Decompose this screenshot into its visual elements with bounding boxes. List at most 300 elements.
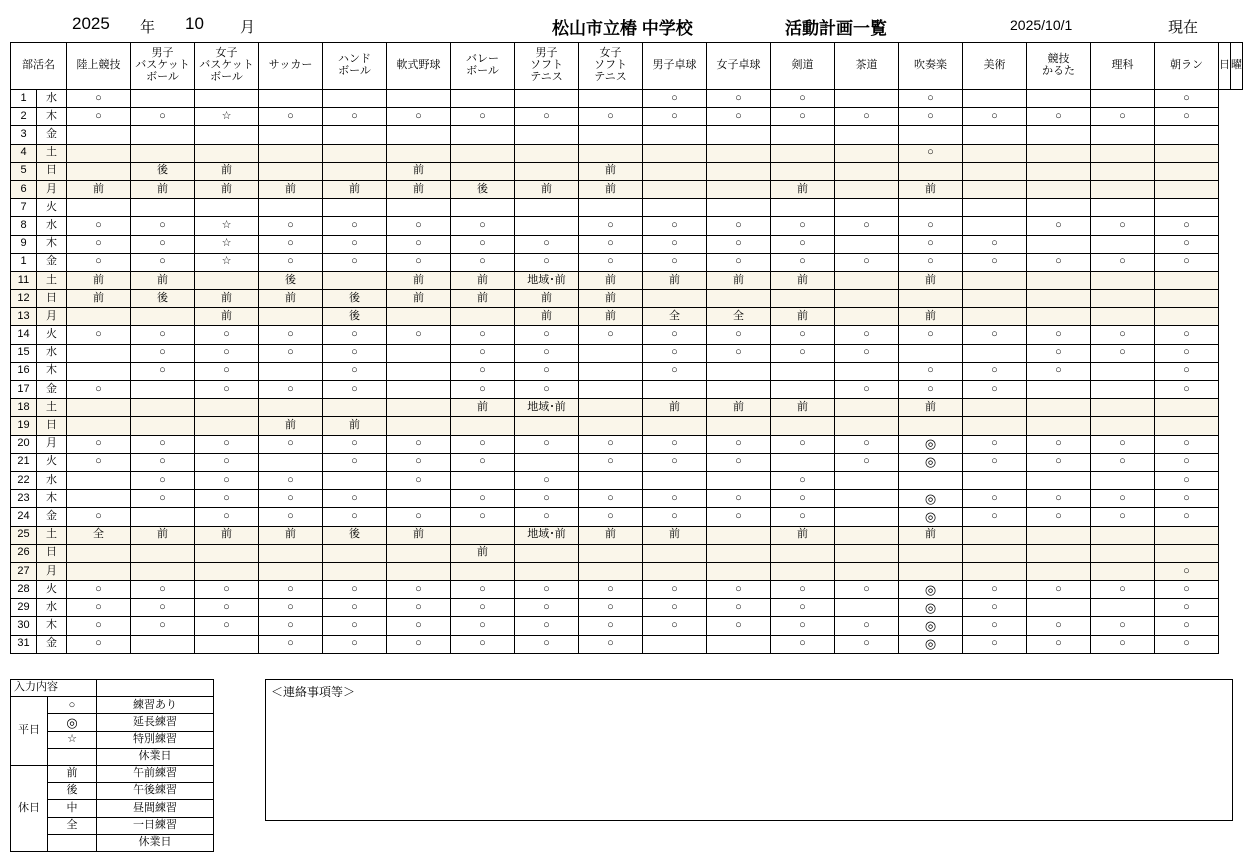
- activity-cell-21-10[interactable]: [707, 471, 771, 489]
- activity-cell-5-9[interactable]: [643, 180, 707, 198]
- activity-cell-25-10[interactable]: [707, 544, 771, 562]
- activity-cell-16-14[interactable]: ○: [963, 381, 1027, 399]
- activity-cell-16-0[interactable]: ○: [67, 381, 131, 399]
- activity-cell-27-14[interactable]: ○: [963, 581, 1027, 599]
- activity-cell-17-0[interactable]: [67, 399, 131, 417]
- activity-cell-9-0[interactable]: ○: [67, 253, 131, 271]
- activity-cell-4-11[interactable]: [771, 162, 835, 180]
- activity-cell-23-12[interactable]: [835, 508, 899, 526]
- activity-cell-8-14[interactable]: ○: [963, 235, 1027, 253]
- activity-cell-2-4[interactable]: [323, 126, 387, 144]
- activity-cell-5-6[interactable]: 後: [451, 180, 515, 198]
- activity-cell-17-5[interactable]: [387, 399, 451, 417]
- activity-cell-15-16[interactable]: [1091, 362, 1155, 380]
- activity-cell-6-17[interactable]: [1155, 199, 1219, 217]
- activity-cell-15-17[interactable]: ○: [1155, 362, 1219, 380]
- activity-cell-1-2[interactable]: ☆: [195, 108, 259, 126]
- activity-cell-19-7[interactable]: ○: [515, 435, 579, 453]
- activity-cell-25-8[interactable]: [579, 544, 643, 562]
- activity-cell-20-3[interactable]: [259, 453, 323, 471]
- activity-cell-5-1[interactable]: 前: [131, 180, 195, 198]
- activity-cell-26-9[interactable]: [643, 562, 707, 580]
- activity-cell-25-4[interactable]: [323, 544, 387, 562]
- activity-cell-10-6[interactable]: 前: [451, 271, 515, 289]
- activity-cell-19-14[interactable]: ○: [963, 435, 1027, 453]
- activity-cell-7-4[interactable]: ○: [323, 217, 387, 235]
- activity-cell-18-12[interactable]: [835, 417, 899, 435]
- activity-cell-20-1[interactable]: ○: [131, 453, 195, 471]
- activity-cell-20-11[interactable]: [771, 453, 835, 471]
- activity-cell-12-4[interactable]: 後: [323, 308, 387, 326]
- activity-cell-0-15[interactable]: [1027, 90, 1091, 108]
- activity-cell-15-1[interactable]: ○: [131, 362, 195, 380]
- activity-cell-0-0[interactable]: ○: [67, 90, 131, 108]
- activity-cell-24-4[interactable]: 後: [323, 526, 387, 544]
- activity-cell-14-0[interactable]: [67, 344, 131, 362]
- activity-cell-26-0[interactable]: [67, 562, 131, 580]
- activity-cell-9-3[interactable]: ○: [259, 253, 323, 271]
- activity-cell-0-9[interactable]: ○: [643, 90, 707, 108]
- activity-cell-25-6[interactable]: 前: [451, 544, 515, 562]
- activity-cell-3-4[interactable]: [323, 144, 387, 162]
- activity-cell-3-3[interactable]: [259, 144, 323, 162]
- activity-cell-23-16[interactable]: ○: [1091, 508, 1155, 526]
- activity-cell-19-17[interactable]: ○: [1155, 435, 1219, 453]
- activity-cell-0-16[interactable]: [1091, 90, 1155, 108]
- activity-cell-2-11[interactable]: [771, 126, 835, 144]
- activity-cell-8-8[interactable]: ○: [579, 235, 643, 253]
- activity-cell-21-11[interactable]: ○: [771, 471, 835, 489]
- activity-cell-11-17[interactable]: [1155, 290, 1219, 308]
- activity-cell-3-5[interactable]: [387, 144, 451, 162]
- activity-cell-8-9[interactable]: ○: [643, 235, 707, 253]
- activity-cell-15-9[interactable]: ○: [643, 362, 707, 380]
- activity-cell-27-9[interactable]: ○: [643, 581, 707, 599]
- activity-cell-15-13[interactable]: ○: [899, 362, 963, 380]
- activity-cell-0-2[interactable]: [195, 90, 259, 108]
- activity-cell-21-8[interactable]: [579, 471, 643, 489]
- activity-cell-28-2[interactable]: ○: [195, 599, 259, 617]
- activity-cell-8-6[interactable]: ○: [451, 235, 515, 253]
- activity-cell-24-2[interactable]: 前: [195, 526, 259, 544]
- activity-cell-8-2[interactable]: ☆: [195, 235, 259, 253]
- activity-cell-25-14[interactable]: [963, 544, 1027, 562]
- activity-cell-1-7[interactable]: ○: [515, 108, 579, 126]
- activity-cell-20-16[interactable]: ○: [1091, 453, 1155, 471]
- activity-cell-29-12[interactable]: ○: [835, 617, 899, 635]
- activity-cell-21-15[interactable]: [1027, 471, 1091, 489]
- activity-cell-2-9[interactable]: [643, 126, 707, 144]
- activity-cell-27-8[interactable]: ○: [579, 581, 643, 599]
- activity-cell-7-17[interactable]: ○: [1155, 217, 1219, 235]
- activity-cell-14-15[interactable]: ○: [1027, 344, 1091, 362]
- activity-cell-14-3[interactable]: ○: [259, 344, 323, 362]
- activity-cell-13-3[interactable]: ○: [259, 326, 323, 344]
- activity-cell-2-16[interactable]: [1091, 126, 1155, 144]
- activity-cell-11-1[interactable]: 後: [131, 290, 195, 308]
- activity-cell-30-13[interactable]: ◎: [899, 635, 963, 653]
- activity-cell-20-13[interactable]: ◎: [899, 453, 963, 471]
- activity-cell-6-0[interactable]: [67, 199, 131, 217]
- activity-cell-5-2[interactable]: 前: [195, 180, 259, 198]
- activity-cell-11-16[interactable]: [1091, 290, 1155, 308]
- activity-cell-20-15[interactable]: ○: [1027, 453, 1091, 471]
- activity-cell-19-16[interactable]: ○: [1091, 435, 1155, 453]
- activity-cell-7-12[interactable]: ○: [835, 217, 899, 235]
- activity-cell-4-13[interactable]: [899, 162, 963, 180]
- activity-cell-30-9[interactable]: [643, 635, 707, 653]
- activity-cell-26-3[interactable]: [259, 562, 323, 580]
- activity-cell-30-3[interactable]: ○: [259, 635, 323, 653]
- activity-cell-16-7[interactable]: ○: [515, 381, 579, 399]
- activity-cell-13-6[interactable]: ○: [451, 326, 515, 344]
- activity-cell-19-6[interactable]: ○: [451, 435, 515, 453]
- activity-cell-16-4[interactable]: ○: [323, 381, 387, 399]
- activity-cell-12-8[interactable]: 前: [579, 308, 643, 326]
- activity-cell-6-3[interactable]: [259, 199, 323, 217]
- activity-cell-23-0[interactable]: ○: [67, 508, 131, 526]
- activity-cell-28-10[interactable]: ○: [707, 599, 771, 617]
- activity-cell-30-5[interactable]: ○: [387, 635, 451, 653]
- activity-cell-17-6[interactable]: 前: [451, 399, 515, 417]
- activity-cell-29-4[interactable]: ○: [323, 617, 387, 635]
- activity-cell-15-10[interactable]: [707, 362, 771, 380]
- activity-cell-15-2[interactable]: ○: [195, 362, 259, 380]
- activity-cell-25-0[interactable]: [67, 544, 131, 562]
- activity-cell-0-7[interactable]: [515, 90, 579, 108]
- activity-cell-21-17[interactable]: ○: [1155, 471, 1219, 489]
- activity-cell-6-5[interactable]: [387, 199, 451, 217]
- activity-cell-12-15[interactable]: [1027, 308, 1091, 326]
- activity-cell-10-7[interactable]: 地域･前: [515, 271, 579, 289]
- activity-cell-27-0[interactable]: ○: [67, 581, 131, 599]
- activity-cell-17-11[interactable]: 前: [771, 399, 835, 417]
- activity-cell-0-6[interactable]: [451, 90, 515, 108]
- activity-cell-12-11[interactable]: 前: [771, 308, 835, 326]
- activity-cell-21-6[interactable]: [451, 471, 515, 489]
- activity-cell-4-16[interactable]: [1091, 162, 1155, 180]
- activity-cell-26-7[interactable]: [515, 562, 579, 580]
- activity-cell-6-13[interactable]: [899, 199, 963, 217]
- activity-cell-20-7[interactable]: [515, 453, 579, 471]
- activity-cell-3-8[interactable]: [579, 144, 643, 162]
- activity-cell-17-1[interactable]: [131, 399, 195, 417]
- activity-cell-11-2[interactable]: 前: [195, 290, 259, 308]
- activity-cell-24-12[interactable]: [835, 526, 899, 544]
- activity-cell-4-5[interactable]: 前: [387, 162, 451, 180]
- activity-cell-5-17[interactable]: [1155, 180, 1219, 198]
- activity-cell-18-9[interactable]: [643, 417, 707, 435]
- activity-cell-4-17[interactable]: [1155, 162, 1219, 180]
- activity-cell-22-9[interactable]: ○: [643, 490, 707, 508]
- activity-cell-14-6[interactable]: ○: [451, 344, 515, 362]
- activity-cell-3-10[interactable]: [707, 144, 771, 162]
- activity-cell-18-3[interactable]: 前: [259, 417, 323, 435]
- activity-cell-29-7[interactable]: ○: [515, 617, 579, 635]
- activity-cell-12-3[interactable]: [259, 308, 323, 326]
- activity-cell-22-16[interactable]: ○: [1091, 490, 1155, 508]
- activity-cell-6-7[interactable]: [515, 199, 579, 217]
- activity-cell-28-16[interactable]: [1091, 599, 1155, 617]
- activity-cell-5-5[interactable]: 前: [387, 180, 451, 198]
- activity-cell-7-0[interactable]: ○: [67, 217, 131, 235]
- activity-cell-10-15[interactable]: [1027, 271, 1091, 289]
- activity-cell-15-3[interactable]: [259, 362, 323, 380]
- activity-cell-25-11[interactable]: [771, 544, 835, 562]
- activity-cell-0-3[interactable]: [259, 90, 323, 108]
- activity-cell-28-4[interactable]: ○: [323, 599, 387, 617]
- activity-cell-9-17[interactable]: ○: [1155, 253, 1219, 271]
- activity-cell-18-14[interactable]: [963, 417, 1027, 435]
- activity-cell-27-5[interactable]: ○: [387, 581, 451, 599]
- activity-cell-19-0[interactable]: ○: [67, 435, 131, 453]
- activity-cell-24-9[interactable]: 前: [643, 526, 707, 544]
- activity-cell-1-9[interactable]: ○: [643, 108, 707, 126]
- activity-cell-3-6[interactable]: [451, 144, 515, 162]
- activity-cell-2-0[interactable]: [67, 126, 131, 144]
- activity-cell-1-3[interactable]: ○: [259, 108, 323, 126]
- activity-cell-15-0[interactable]: [67, 362, 131, 380]
- activity-cell-4-0[interactable]: [67, 162, 131, 180]
- activity-cell-28-1[interactable]: ○: [131, 599, 195, 617]
- activity-cell-29-11[interactable]: ○: [771, 617, 835, 635]
- activity-cell-24-3[interactable]: 前: [259, 526, 323, 544]
- activity-cell-1-16[interactable]: ○: [1091, 108, 1155, 126]
- activity-cell-8-11[interactable]: ○: [771, 235, 835, 253]
- activity-cell-18-2[interactable]: [195, 417, 259, 435]
- activity-cell-5-7[interactable]: 前: [515, 180, 579, 198]
- activity-cell-9-11[interactable]: ○: [771, 253, 835, 271]
- activity-cell-13-12[interactable]: ○: [835, 326, 899, 344]
- activity-cell-10-0[interactable]: 前: [67, 271, 131, 289]
- activity-cell-28-17[interactable]: ○: [1155, 599, 1219, 617]
- activity-cell-5-3[interactable]: 前: [259, 180, 323, 198]
- activity-cell-22-1[interactable]: ○: [131, 490, 195, 508]
- activity-cell-10-16[interactable]: [1091, 271, 1155, 289]
- activity-cell-2-10[interactable]: [707, 126, 771, 144]
- activity-cell-2-15[interactable]: [1027, 126, 1091, 144]
- activity-cell-11-4[interactable]: 後: [323, 290, 387, 308]
- activity-cell-15-5[interactable]: [387, 362, 451, 380]
- activity-cell-29-9[interactable]: ○: [643, 617, 707, 635]
- activity-cell-2-3[interactable]: [259, 126, 323, 144]
- activity-cell-5-10[interactable]: [707, 180, 771, 198]
- activity-cell-1-5[interactable]: ○: [387, 108, 451, 126]
- activity-cell-15-15[interactable]: ○: [1027, 362, 1091, 380]
- activity-cell-25-17[interactable]: [1155, 544, 1219, 562]
- activity-cell-18-0[interactable]: [67, 417, 131, 435]
- activity-cell-13-16[interactable]: ○: [1091, 326, 1155, 344]
- activity-cell-23-8[interactable]: ○: [579, 508, 643, 526]
- activity-cell-8-3[interactable]: ○: [259, 235, 323, 253]
- activity-cell-26-15[interactable]: [1027, 562, 1091, 580]
- activity-cell-8-17[interactable]: ○: [1155, 235, 1219, 253]
- activity-cell-29-1[interactable]: ○: [131, 617, 195, 635]
- activity-cell-2-5[interactable]: [387, 126, 451, 144]
- activity-cell-25-13[interactable]: [899, 544, 963, 562]
- activity-cell-27-4[interactable]: ○: [323, 581, 387, 599]
- activity-cell-7-7[interactable]: [515, 217, 579, 235]
- activity-cell-28-12[interactable]: [835, 599, 899, 617]
- activity-cell-11-7[interactable]: 前: [515, 290, 579, 308]
- activity-cell-26-11[interactable]: [771, 562, 835, 580]
- activity-cell-28-3[interactable]: ○: [259, 599, 323, 617]
- activity-cell-0-10[interactable]: ○: [707, 90, 771, 108]
- activity-cell-2-14[interactable]: [963, 126, 1027, 144]
- activity-cell-9-6[interactable]: ○: [451, 253, 515, 271]
- activity-cell-14-12[interactable]: ○: [835, 344, 899, 362]
- activity-cell-21-4[interactable]: [323, 471, 387, 489]
- activity-cell-16-6[interactable]: ○: [451, 381, 515, 399]
- activity-cell-1-1[interactable]: ○: [131, 108, 195, 126]
- activity-cell-10-5[interactable]: 前: [387, 271, 451, 289]
- activity-cell-24-11[interactable]: 前: [771, 526, 835, 544]
- activity-cell-6-14[interactable]: [963, 199, 1027, 217]
- activity-cell-0-11[interactable]: ○: [771, 90, 835, 108]
- activity-cell-30-14[interactable]: ○: [963, 635, 1027, 653]
- activity-cell-5-4[interactable]: 前: [323, 180, 387, 198]
- activity-cell-4-7[interactable]: [515, 162, 579, 180]
- activity-cell-0-14[interactable]: [963, 90, 1027, 108]
- activity-cell-26-8[interactable]: [579, 562, 643, 580]
- activity-cell-26-13[interactable]: [899, 562, 963, 580]
- activity-cell-29-3[interactable]: ○: [259, 617, 323, 635]
- activity-cell-22-4[interactable]: ○: [323, 490, 387, 508]
- activity-cell-3-12[interactable]: [835, 144, 899, 162]
- activity-cell-23-15[interactable]: ○: [1027, 508, 1091, 526]
- activity-cell-26-4[interactable]: [323, 562, 387, 580]
- activity-cell-27-17[interactable]: ○: [1155, 581, 1219, 599]
- activity-cell-14-17[interactable]: ○: [1155, 344, 1219, 362]
- activity-cell-13-8[interactable]: ○: [579, 326, 643, 344]
- activity-cell-13-5[interactable]: ○: [387, 326, 451, 344]
- activity-cell-16-11[interactable]: [771, 381, 835, 399]
- activity-cell-1-17[interactable]: ○: [1155, 108, 1219, 126]
- activity-cell-2-2[interactable]: [195, 126, 259, 144]
- activity-cell-13-15[interactable]: ○: [1027, 326, 1091, 344]
- activity-cell-5-12[interactable]: [835, 180, 899, 198]
- activity-cell-16-5[interactable]: [387, 381, 451, 399]
- activity-cell-22-0[interactable]: [67, 490, 131, 508]
- activity-cell-27-10[interactable]: ○: [707, 581, 771, 599]
- activity-cell-17-4[interactable]: [323, 399, 387, 417]
- activity-cell-0-8[interactable]: [579, 90, 643, 108]
- activity-cell-17-2[interactable]: [195, 399, 259, 417]
- activity-cell-6-16[interactable]: [1091, 199, 1155, 217]
- activity-cell-28-11[interactable]: ○: [771, 599, 835, 617]
- activity-cell-1-13[interactable]: ○: [899, 108, 963, 126]
- activity-cell-13-2[interactable]: ○: [195, 326, 259, 344]
- activity-cell-24-1[interactable]: 前: [131, 526, 195, 544]
- activity-cell-3-9[interactable]: [643, 144, 707, 162]
- activity-cell-17-16[interactable]: [1091, 399, 1155, 417]
- activity-cell-29-17[interactable]: ○: [1155, 617, 1219, 635]
- activity-cell-5-16[interactable]: [1091, 180, 1155, 198]
- activity-cell-29-15[interactable]: ○: [1027, 617, 1091, 635]
- activity-cell-25-3[interactable]: [259, 544, 323, 562]
- activity-cell-4-1[interactable]: 後: [131, 162, 195, 180]
- activity-cell-29-16[interactable]: ○: [1091, 617, 1155, 635]
- activity-cell-25-9[interactable]: [643, 544, 707, 562]
- activity-cell-9-15[interactable]: ○: [1027, 253, 1091, 271]
- activity-cell-4-12[interactable]: [835, 162, 899, 180]
- activity-cell-3-17[interactable]: [1155, 144, 1219, 162]
- activity-cell-23-2[interactable]: ○: [195, 508, 259, 526]
- activity-cell-16-12[interactable]: ○: [835, 381, 899, 399]
- activity-cell-20-0[interactable]: ○: [67, 453, 131, 471]
- activity-cell-20-5[interactable]: ○: [387, 453, 451, 471]
- activity-cell-21-14[interactable]: [963, 471, 1027, 489]
- activity-cell-22-3[interactable]: ○: [259, 490, 323, 508]
- activity-cell-8-5[interactable]: ○: [387, 235, 451, 253]
- activity-cell-17-3[interactable]: [259, 399, 323, 417]
- activity-cell-18-5[interactable]: [387, 417, 451, 435]
- activity-cell-6-4[interactable]: [323, 199, 387, 217]
- activity-cell-8-16[interactable]: [1091, 235, 1155, 253]
- activity-cell-30-17[interactable]: ○: [1155, 635, 1219, 653]
- activity-cell-2-6[interactable]: [451, 126, 515, 144]
- activity-cell-4-15[interactable]: [1027, 162, 1091, 180]
- activity-cell-27-13[interactable]: ◎: [899, 581, 963, 599]
- activity-cell-9-5[interactable]: ○: [387, 253, 451, 271]
- activity-cell-7-6[interactable]: ○: [451, 217, 515, 235]
- activity-cell-25-15[interactable]: [1027, 544, 1091, 562]
- activity-cell-12-7[interactable]: 前: [515, 308, 579, 326]
- activity-cell-17-15[interactable]: [1027, 399, 1091, 417]
- activity-cell-14-2[interactable]: ○: [195, 344, 259, 362]
- activity-cell-10-10[interactable]: 前: [707, 271, 771, 289]
- activity-cell-14-5[interactable]: [387, 344, 451, 362]
- activity-cell-14-10[interactable]: ○: [707, 344, 771, 362]
- activity-cell-12-6[interactable]: [451, 308, 515, 326]
- activity-cell-23-10[interactable]: ○: [707, 508, 771, 526]
- activity-cell-29-14[interactable]: ○: [963, 617, 1027, 635]
- activity-cell-27-3[interactable]: ○: [259, 581, 323, 599]
- activity-cell-13-9[interactable]: ○: [643, 326, 707, 344]
- activity-cell-5-8[interactable]: 前: [579, 180, 643, 198]
- activity-cell-26-14[interactable]: [963, 562, 1027, 580]
- activity-cell-12-5[interactable]: [387, 308, 451, 326]
- activity-cell-5-14[interactable]: [963, 180, 1027, 198]
- activity-cell-12-1[interactable]: [131, 308, 195, 326]
- activity-cell-10-2[interactable]: [195, 271, 259, 289]
- activity-cell-29-10[interactable]: ○: [707, 617, 771, 635]
- activity-cell-4-9[interactable]: [643, 162, 707, 180]
- activity-cell-13-0[interactable]: ○: [67, 326, 131, 344]
- activity-cell-27-6[interactable]: ○: [451, 581, 515, 599]
- activity-cell-4-4[interactable]: [323, 162, 387, 180]
- activity-cell-15-4[interactable]: ○: [323, 362, 387, 380]
- activity-cell-10-1[interactable]: 前: [131, 271, 195, 289]
- activity-cell-22-5[interactable]: [387, 490, 451, 508]
- activity-cell-28-8[interactable]: ○: [579, 599, 643, 617]
- activity-cell-23-11[interactable]: ○: [771, 508, 835, 526]
- activity-cell-23-17[interactable]: ○: [1155, 508, 1219, 526]
- activity-cell-20-4[interactable]: ○: [323, 453, 387, 471]
- activity-cell-24-14[interactable]: [963, 526, 1027, 544]
- activity-cell-16-15[interactable]: [1027, 381, 1091, 399]
- activity-cell-4-8[interactable]: 前: [579, 162, 643, 180]
- activity-cell-4-10[interactable]: [707, 162, 771, 180]
- activity-cell-0-1[interactable]: [131, 90, 195, 108]
- activity-cell-24-6[interactable]: [451, 526, 515, 544]
- activity-cell-12-17[interactable]: [1155, 308, 1219, 326]
- activity-cell-0-5[interactable]: [387, 90, 451, 108]
- activity-cell-12-12[interactable]: [835, 308, 899, 326]
- activity-cell-7-9[interactable]: ○: [643, 217, 707, 235]
- activity-cell-7-10[interactable]: ○: [707, 217, 771, 235]
- activity-cell-2-1[interactable]: [131, 126, 195, 144]
